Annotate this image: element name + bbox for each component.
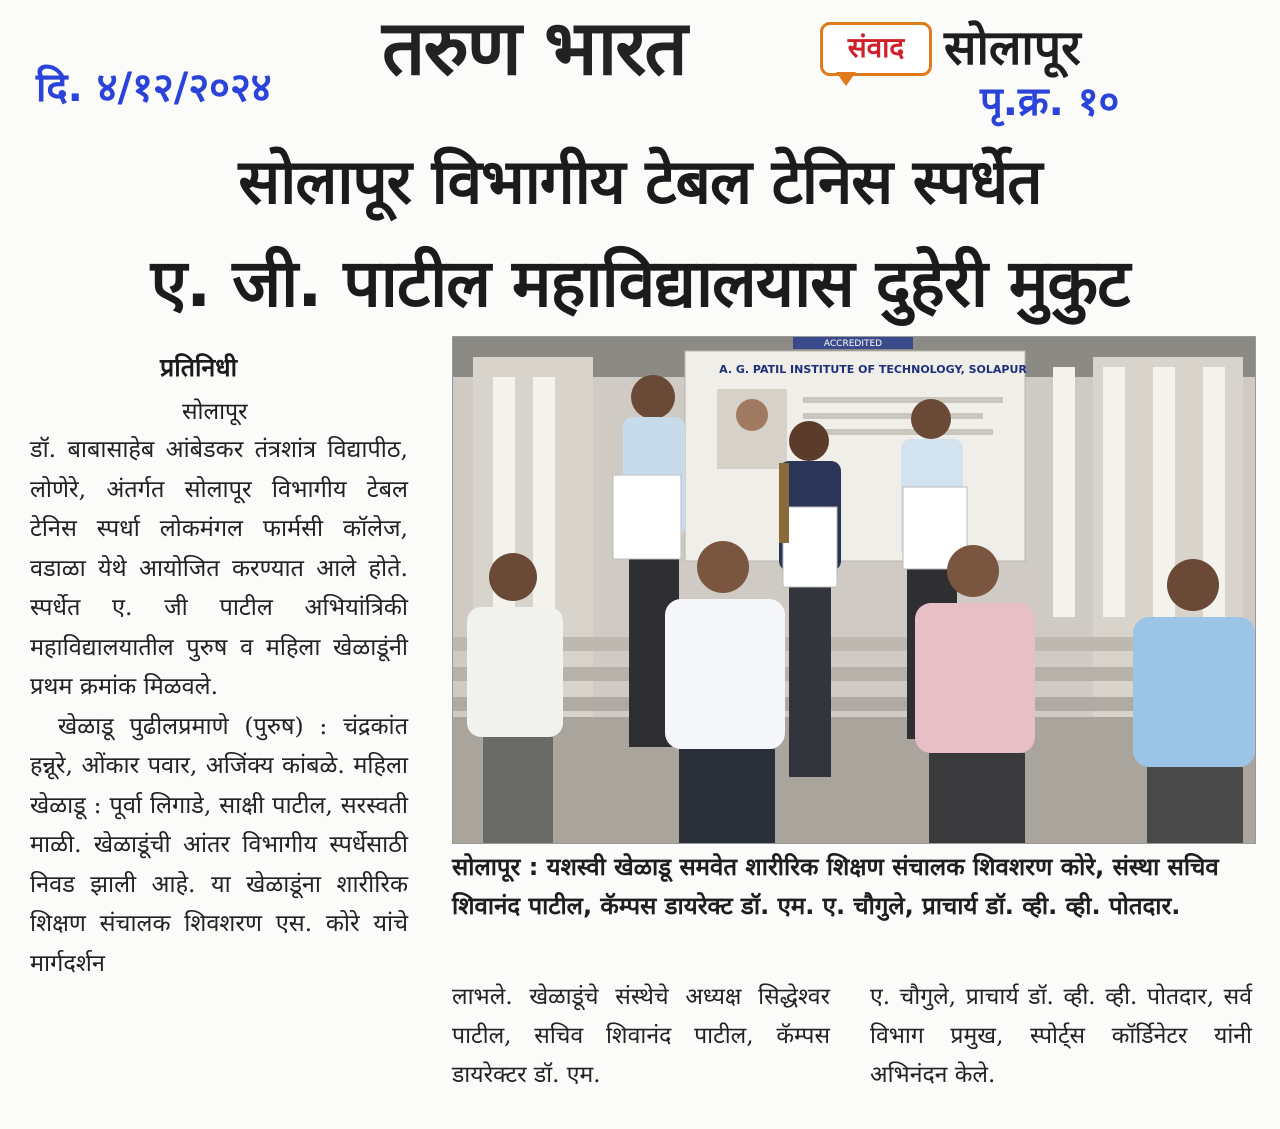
samvad-badge: संवाद xyxy=(820,22,932,76)
page-number: पृ.क्र. १० xyxy=(980,79,1120,125)
byline-label: प्रतिनिधी xyxy=(160,353,238,382)
edition-city: सोलापूर xyxy=(944,20,1081,76)
institute-banner-text: A. G. PATIL INSTITUTE OF TECHNOLOGY, SOLAPUR xyxy=(719,363,1027,376)
group-photo-illustration xyxy=(453,337,1255,843)
article-paragraph-3: लाभले. खेळाडूंचे संस्थेचे अध्यक्ष सिद्धेश्वर पाटील, सचिव शिवानंद पाटील, कॅम्पस डायरेक्टर डॉ. एम. xyxy=(452,984,830,1088)
accredited-sign: ACCREDITED xyxy=(823,339,883,349)
newspaper-title: तरुण भारत xyxy=(382,3,686,92)
news-photo xyxy=(452,336,1256,844)
article-column-middle xyxy=(452,978,830,1095)
headline-line-2: ए. जी. पाटील महाविद्यालयास दुहेरी मुकुट xyxy=(150,245,1130,322)
article-paragraph-2: खेळाडू पुढीलप्रमाणे (पुरुष) : चंद्रकांत हन्नूरे, ओंकार पवार, अजिंक्य कांबळे. महिला खेळाडू : पूर्वा लिगाडे, साक्षी पाटील, सरस्वती माळी. खेळाडूंची आंतर विभागीय स्पर्धेसाठी निवड झाली आहे. या खेळाडूंना शारीरिक शिक्षण संचालक शिवशरण एस. कोरे यांचे मार्गदर्शन xyxy=(30,711,408,977)
article-column-left xyxy=(30,430,408,1110)
headline-line-1: सोलापूर विभागीय टेबल टेनिस स्पर्धेत xyxy=(238,145,1042,218)
article-paragraph-1: डॉ. बाबासाहेब आंबेडकर तंत्रशांत्र विद्यापीठ, लोणेरे, अंतर्गत सोलापूर विभागीय टेबल टेनिस स्पर्धा लोकमंगल फार्मसी कॉलेज, वडाळा येथे आयोजित करण्यात आले होते. स्पर्धेत ए. जी पाटील अभियांत्रिकी महाविद्यालयातील पुरुष व महिला खेळाडूंनी प्रथम क्रमांक मिळवले. xyxy=(30,435,408,700)
article-paragraph-4: ए. चौगुले, प्राचार्य डॉ. व्ही. व्ही. पोतदार, सर्व विभाग प्रमुख, स्पोर्ट्स कॉर्डिनेटर यांनी अभिनंदन केले. xyxy=(870,984,1252,1088)
edition-date: दि. ४/१२/२०२४ xyxy=(36,65,272,111)
article-column-right xyxy=(870,978,1252,1095)
byline-city: सोलापूर xyxy=(182,399,248,425)
photo-caption: सोलापूर : यशस्वी खेळाडू समवेत शारीरिक शिक्षण संचालक शिवशरण कोरे, संस्था सचिव शिवानंद पाटील, कॅम्पस डायरेक्ट डॉ. एम. ए. चौगुले, प्राचार्य डॉ. व्ही. व्ही. पोतदार. xyxy=(452,853,1219,920)
speech-bubble-tail-icon xyxy=(836,72,856,86)
